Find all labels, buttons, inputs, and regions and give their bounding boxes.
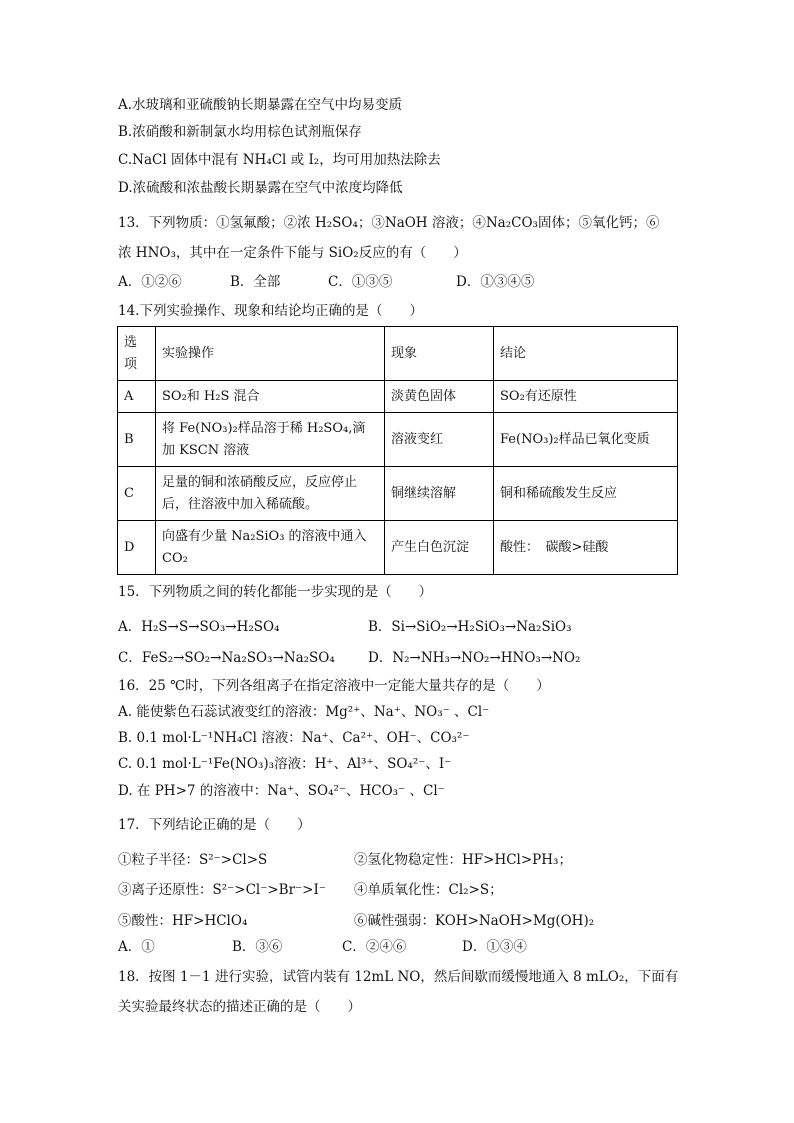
header-conclusion: 结论 [494,327,678,381]
cell: Fe(NO₃)₂样品已氧化变质 [494,413,678,467]
cell: SO₂有还原性 [494,381,678,413]
q16-option-d: D. 在 PH>7 的溶液中：Na⁺、SO₄²⁻、HCO₃⁻ 、Cl⁻ [118,783,445,799]
q15-options-row1 [118,615,572,635]
q13-option-d: D．①③④⑤ [456,274,535,290]
q15-option-b: B．Si→SiO₂→H₂SiO₃→Na₂SiO₃ [368,619,572,635]
q17-option-b: B．③⑥ [232,939,283,955]
q13-stem-line2: 浓 HNO₃，其中在一定条件下能与 SiO₂反应的有（ ） [118,245,467,261]
header-operation: 实验操作 [156,327,385,381]
cell: 铜继续溶解 [385,467,494,521]
cell: 产生白色沉淀 [385,521,494,575]
q12-option-b: B.浓硝酸和新制氯水均用棕色试剂瓶保存 [118,124,362,140]
q14-table [117,326,678,575]
table-row [118,521,678,575]
cell: 溶液变红 [385,413,494,467]
q17-statement: ⑥碱性强弱：KOH>NaOH>Mg(OH)₂ [354,913,595,929]
q12-option-a: A.水玻璃和亚硫酸钠长期暴露在空气中均易变质 [118,97,403,113]
table-row [118,467,678,521]
cell: 足量的铜和浓硝酸反应，反应停止后，往溶液中加入稀硫酸。 [156,467,385,521]
q12-option-d: D.浓硫酸和浓盐酸长期暴露在空气中浓度均降低 [118,180,403,196]
header-phenomenon: 现象 [385,327,494,381]
q17-option-a: A．① [118,939,155,955]
table-header-row [118,327,678,381]
q16-title: 16．25 ℃时，下列各组离子在指定溶液中一定能大量共存的是（ ） [118,678,550,694]
q14-title: 14.下列实验操作、现象和结论均正确的是（ ） [118,303,423,319]
cell: 酸性： 碳酸>硅酸 [494,521,678,575]
q13-stem-line1: 13．下列物质：①氢氟酸；②浓 H₂SO₄；③NaOH 溶液；④Na₂CO₃固体；⑤氧化钙；⑥ [118,215,660,231]
q13-option-b: B．全部 [230,274,281,290]
q13-option-a: A．①②⑥ [118,274,182,290]
table-row [118,381,678,413]
q18-stem-line2: 关实验最终状态的描述正确的是（ ） [118,999,361,1015]
q17-statement: ②氢化物稳定性：HF>HCl>PH₃； [354,852,572,868]
q15-option-a: A．H₂S→S→SO₃→H₂SO₄ [118,619,280,635]
q15-title: 15．下列物质之间的转化都能一步实现的是（ ） [118,584,433,600]
q16-option-a: A. 能使紫色石蕊试液变红的溶液：Mg²⁺、Na⁺、NO₃⁻ 、Cl⁻ [118,704,490,720]
q17-statement: ⑤酸性：HF>HClO₄ [118,913,248,929]
q17-statement: ③离子还原性：S²⁻>Cl⁻>Br⁻>I⁻ [118,882,326,898]
q16-option-c: C. 0.1 mol·L⁻¹Fe(NO₃)₃溶液：H⁺、Al³⁺、SO₄²⁻、I⁻ [118,756,452,772]
cell: SO₂和 H₂S 混合 [156,381,385,413]
cell: 将 Fe(NO₃)₂样品溶于稀 H₂SO₄,滴加 KSCN 溶液 [156,413,385,467]
q17-option-c: C．②④⑥ [342,939,407,955]
q17-statement: ④单质氧化性：Cl₂>S； [354,882,503,898]
header-option: 选项 [118,327,156,381]
q15-option-c: C．FeS₂→SO₂→Na₂SO₃→Na₂SO₄ [118,650,335,666]
cell: A [118,381,156,413]
cell: 向盛有少量 Na₂SiO₃ 的溶液中通入 CO₂ [156,521,385,575]
cell: C [118,467,156,521]
q17-title: 17．下列结论正确的是（ ） [118,817,311,833]
q17-option-d: D．①③④ [462,939,527,955]
q12-option-c: C.NaCl 固体中混有 NH₄Cl 或 I₂，均可用加热法除去 [118,152,441,168]
q15-options-row2 [118,646,581,666]
cell: 淡黄色固体 [385,381,494,413]
q16-option-b: B. 0.1 mol·L⁻¹NH₄Cl 溶液：Na⁺、Ca²⁺、OH⁻、CO₃²⁻ [118,730,470,746]
q17-statements-row3 [118,909,595,929]
cell: 铜和稀硫酸发生反应 [494,467,678,521]
q13-option-c: C．①③⑤ [328,274,393,290]
q15-option-d: D．N₂→NH₃→NO₂→HNO₃→NO₂ [368,650,581,666]
cell: D [118,521,156,575]
cell: B [118,413,156,467]
table-row [118,413,678,467]
q17-statements-row1 [118,848,572,868]
q17-statement: ①粒子半径：S²⁻>Cl>S [118,852,268,868]
q17-statements-row2 [118,878,503,898]
q18-stem-line1: 18．按图 1－1 进行实验，试管内装有 12mL NO，然后间歇而缓慢地通入 8 mLO₂，下面有 [118,969,679,985]
